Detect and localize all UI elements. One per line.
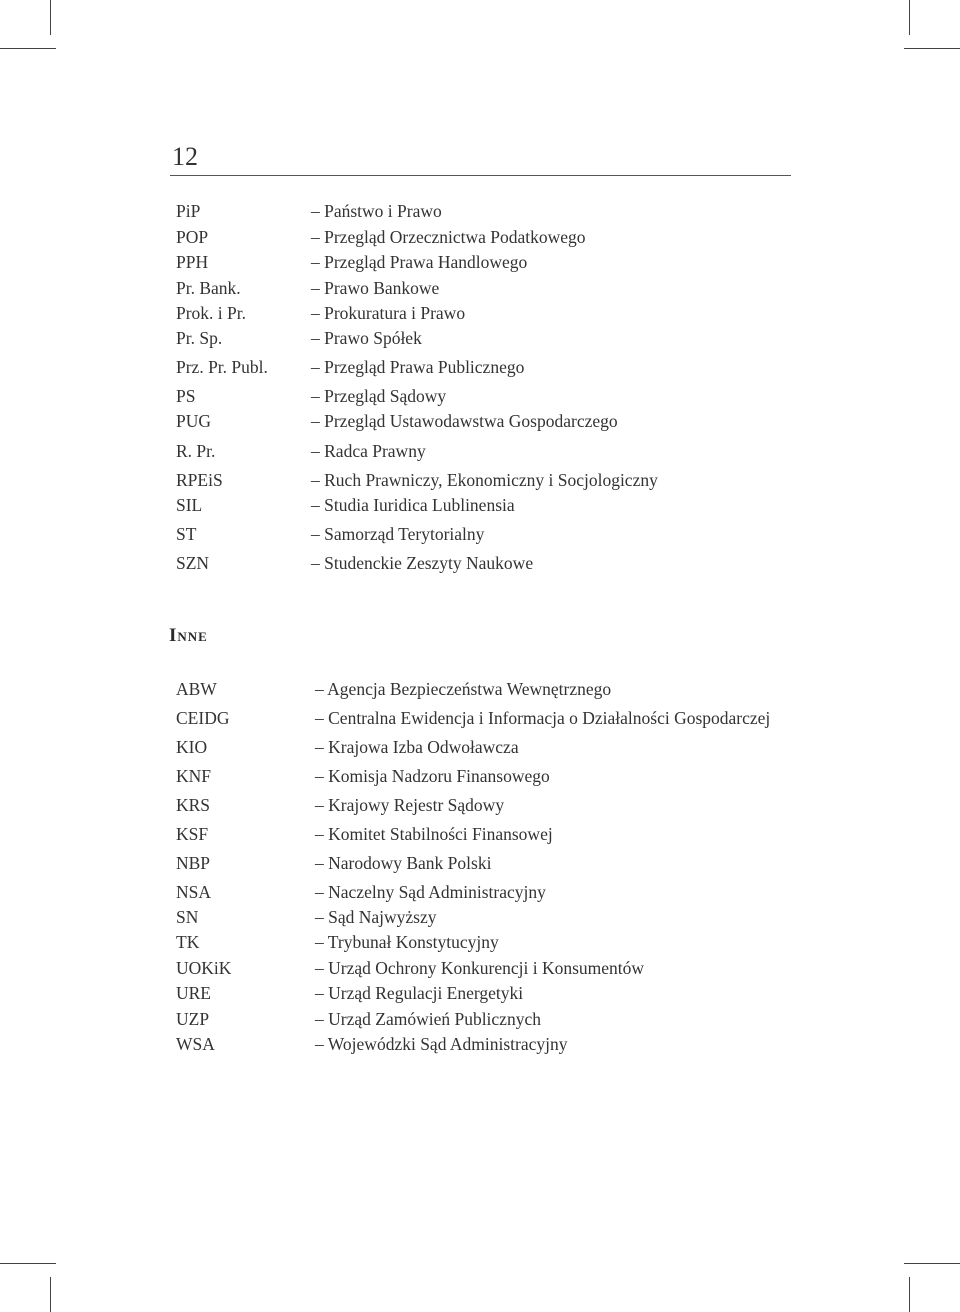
list-item [176, 439, 796, 463]
list-item [176, 551, 796, 575]
abbreviation: PPH [176, 252, 209, 272]
abbreviation: Prok. i Pr. [176, 303, 247, 323]
list-item [176, 225, 796, 249]
list-item [176, 355, 796, 379]
crop-mark-top-right-horizontal [904, 48, 960, 49]
expansion: – Studia Iuridica Lublinensia [311, 495, 515, 515]
abbreviation: RPEiS [176, 470, 223, 490]
expansion: – Krajowa Izba Odwoławcza [315, 737, 519, 757]
expansion: – Studenckie Zeszyty Naukowe [311, 553, 534, 573]
expansion: – Centralna Ewidencja i Informacja o Działalności Gospodarczej [315, 708, 771, 728]
abbreviation: SN [176, 907, 199, 927]
abbreviation: UOKiK [176, 958, 232, 978]
list-item [176, 1032, 796, 1056]
section-heading-other: Inne [169, 625, 208, 646]
list-item [176, 735, 796, 759]
list-item [176, 522, 796, 546]
expansion: – Urząd Regulacji Energetyki [315, 983, 524, 1003]
abbreviation: PUG [176, 411, 212, 431]
expansion: – Wojewódzki Sąd Administracyjny [315, 1034, 568, 1054]
list-item [176, 706, 796, 730]
list-item [176, 276, 796, 300]
abbreviation: KSF [176, 824, 209, 844]
abbreviation: ST [176, 524, 197, 544]
crop-mark-top-right [909, 0, 910, 35]
abbreviation: POP [176, 227, 209, 247]
abbreviation: R. Pr. [176, 441, 216, 461]
expansion: – Urząd Zamówień Publicznych [315, 1009, 541, 1029]
list-item [176, 905, 796, 929]
expansion: – Prawo Bankowe [311, 278, 440, 298]
abbreviation: WSA [176, 1034, 215, 1054]
list-item [176, 326, 796, 350]
crop-mark-top-left [50, 0, 51, 35]
expansion: – Przegląd Prawa Publicznego [311, 357, 525, 377]
abbreviation: Pr. Bank. [176, 278, 241, 298]
list-item [176, 199, 796, 223]
expansion: – Ruch Prawniczy, Ekonomiczny i Socjologiczny [311, 470, 658, 490]
expansion: – Przegląd Orzecznictwa Podatkowego [311, 227, 586, 247]
abbreviation: KRS [176, 795, 211, 815]
crop-mark-bottom-right-horizontal [904, 1263, 960, 1264]
list-item [176, 793, 796, 817]
crop-mark-bottom-right [909, 1277, 910, 1312]
expansion: – Przegląd Prawa Handlowego [311, 252, 528, 272]
expansion: – Państwo i Prawo [311, 201, 442, 221]
expansion: – Komisja Nadzoru Finansowego [315, 766, 550, 786]
list-item [176, 468, 796, 492]
header-rule [170, 175, 791, 176]
abbreviation: SZN [176, 553, 210, 573]
list-item [176, 930, 796, 954]
abbreviation: KNF [176, 766, 212, 786]
abbreviation: URE [176, 983, 211, 1003]
abbreviation: Pr. Sp. [176, 328, 223, 348]
abbreviation: PiP [176, 201, 201, 221]
crop-mark-bottom-left-horizontal [0, 1263, 56, 1264]
abbreviation: PS [176, 386, 196, 406]
list-item [176, 764, 796, 788]
crop-mark-top-left-horizontal [0, 48, 56, 49]
list-item [176, 851, 796, 875]
expansion: – Narodowy Bank Polski [315, 853, 492, 873]
list-item [176, 301, 796, 325]
expansion: – Samorząd Terytorialny [311, 524, 485, 544]
expansion: – Prokuratura i Prawo [311, 303, 466, 323]
page-number: 12 [172, 142, 198, 171]
expansion: – Przegląd Ustawodawstwa Gospodarczego [311, 411, 618, 431]
abbreviation: UZP [176, 1009, 210, 1029]
list-item [176, 250, 796, 274]
expansion: – Przegląd Sądowy [311, 386, 447, 406]
expansion: – Trybunał Konstytucyjny [315, 932, 499, 952]
abbreviation: SIL [176, 495, 203, 515]
expansion: – Agencja Bezpieczeństwa Wewnętrznego [315, 679, 612, 699]
abbreviation: Prz. Pr. Publ. [176, 357, 268, 377]
expansion: – Komitet Stabilności Finansowej [315, 824, 553, 844]
abbreviation: KIO [176, 737, 208, 757]
list-item [176, 409, 796, 433]
list-item [176, 956, 796, 980]
crop-mark-bottom-left [50, 1277, 51, 1312]
list-item [176, 981, 796, 1005]
expansion: – Prawo Spółek [311, 328, 422, 348]
list-item [176, 880, 796, 904]
abbreviation: TK [176, 932, 200, 952]
expansion: – Urząd Ochrony Konkurencji i Konsumentów [315, 958, 645, 978]
expansion: – Sąd Najwyższy [315, 907, 437, 927]
expansion: – Krajowy Rejestr Sądowy [315, 795, 505, 815]
abbreviation: NBP [176, 853, 211, 873]
expansion: – Radca Prawny [311, 441, 426, 461]
list-item [176, 677, 796, 701]
list-item [176, 384, 796, 408]
abbreviation: ABW [176, 679, 217, 699]
list-item [176, 493, 796, 517]
expansion: – Naczelny Sąd Administracyjny [315, 882, 546, 902]
list-item [176, 1007, 796, 1031]
abbreviation: CEIDG [176, 708, 230, 728]
abbreviation: NSA [176, 882, 212, 902]
list-item [176, 822, 796, 846]
